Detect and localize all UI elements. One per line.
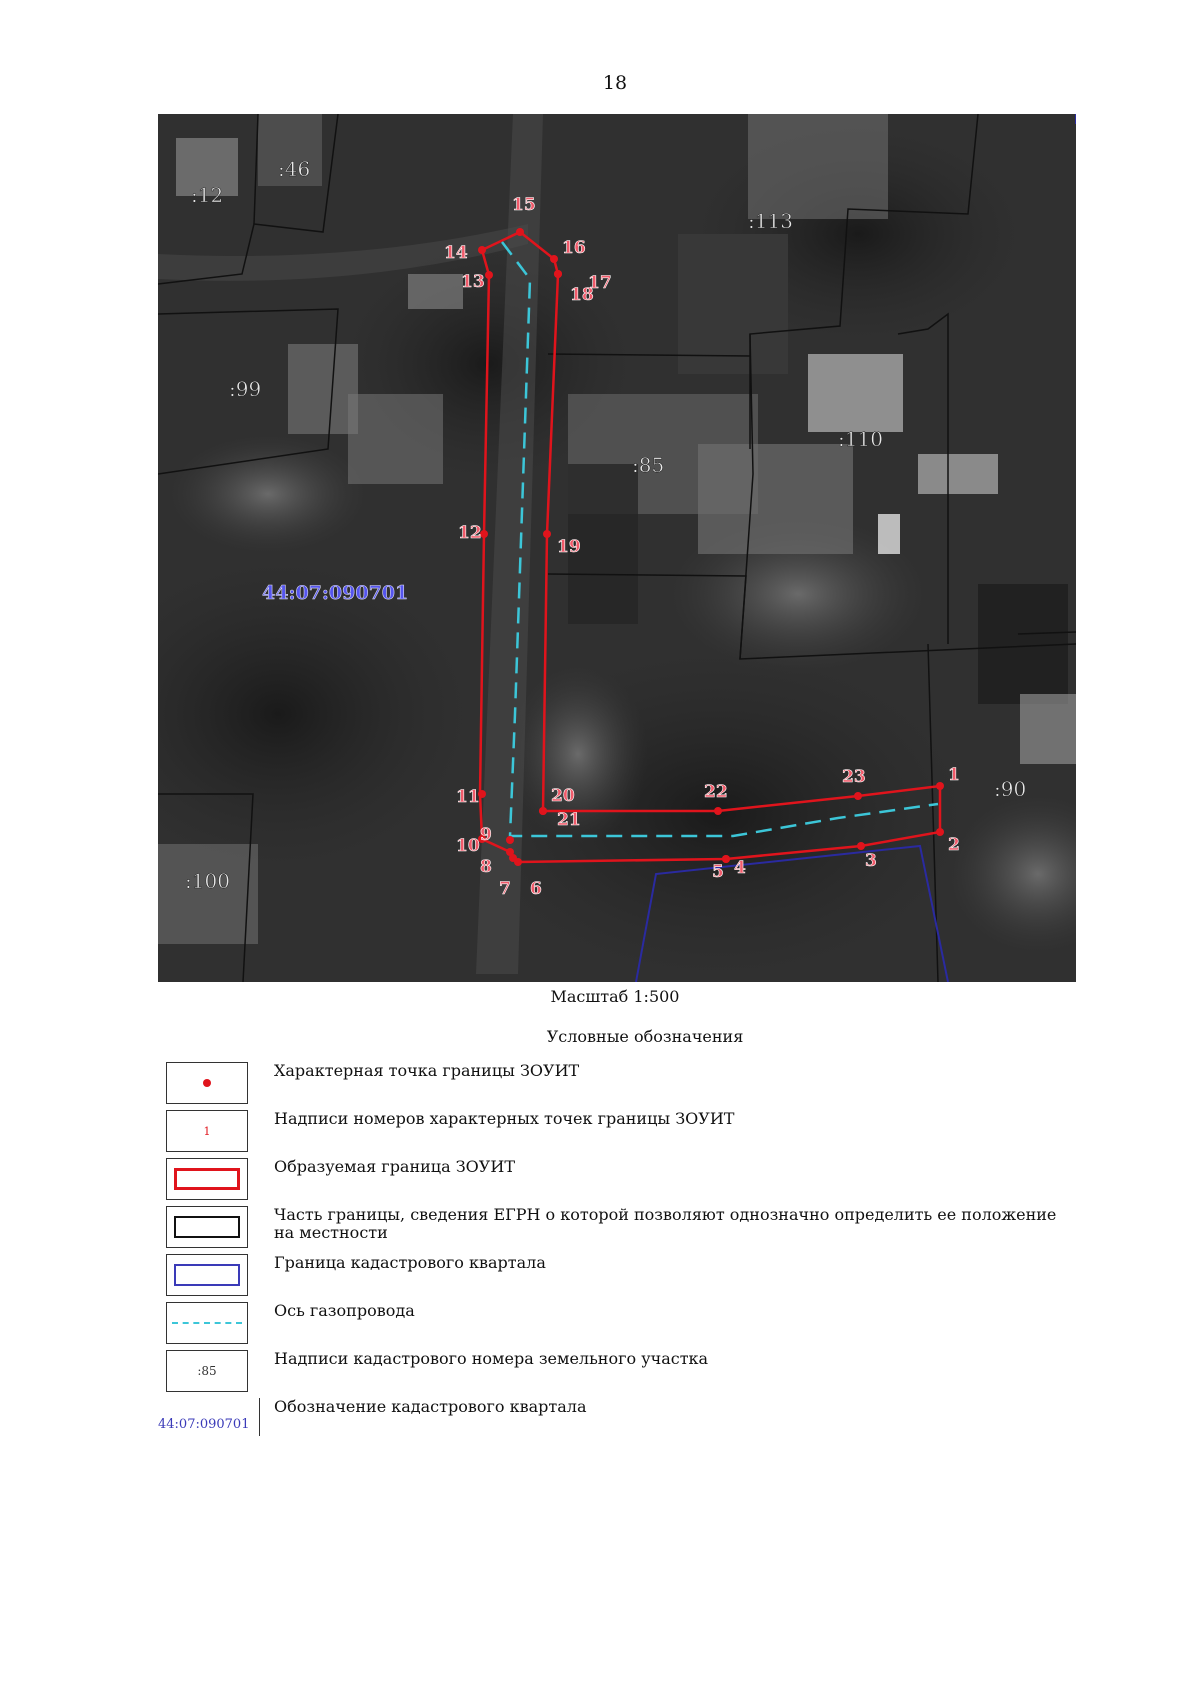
legend-text: Образуемая граница ЗОУИТ bbox=[274, 1157, 515, 1176]
vertex-dot bbox=[485, 271, 493, 279]
parcel-label: :113 bbox=[748, 209, 793, 233]
point-label: 11 bbox=[456, 787, 480, 807]
legend-symbol-black-rectangle bbox=[166, 1206, 248, 1248]
point-label: 23 bbox=[842, 767, 866, 787]
black-rectangle-icon bbox=[174, 1216, 240, 1238]
quarter-number-sample: 44:07:090701 bbox=[158, 1417, 250, 1432]
point-label: 13 bbox=[461, 272, 485, 292]
point-label: 19 bbox=[557, 537, 581, 557]
parcel-label: :100 bbox=[185, 869, 230, 893]
point-label: 15 bbox=[512, 195, 536, 215]
point-label: 5 bbox=[712, 862, 724, 882]
vertex-dot bbox=[714, 807, 722, 815]
legend-symbol-point-number bbox=[166, 1110, 248, 1152]
vertex-dot bbox=[506, 836, 514, 844]
vertex-dot bbox=[506, 848, 514, 856]
point-label: 18 bbox=[570, 285, 594, 305]
point-label: 12 bbox=[458, 523, 482, 543]
point-label: 7 bbox=[499, 879, 511, 899]
red-rectangle-icon bbox=[174, 1168, 240, 1190]
parcel-label: :90 bbox=[994, 777, 1027, 801]
point-label: 17 bbox=[588, 273, 612, 293]
point-label: 10 bbox=[456, 836, 480, 856]
point-label: 20 bbox=[551, 786, 575, 806]
parcel-number-sample: :85 bbox=[197, 1364, 217, 1378]
vertex-dot bbox=[550, 255, 558, 263]
dashed-line-icon bbox=[172, 1322, 242, 1324]
legend-title: Условные обозначения bbox=[546, 1027, 744, 1046]
map-frame bbox=[158, 114, 1076, 982]
legend-text: Ось газопровода bbox=[274, 1301, 415, 1320]
legend-text: Часть границы, сведения ЕГРН о которой позволяют однозначно определить ее положение на местности bbox=[274, 1205, 1057, 1242]
parcel-label: :46 bbox=[278, 157, 311, 181]
point-label: 21 bbox=[557, 810, 581, 830]
vertex-dot bbox=[936, 828, 944, 836]
point-label: 22 bbox=[704, 782, 728, 802]
parcel-label: :110 bbox=[838, 427, 883, 451]
point-label: 14 bbox=[444, 243, 468, 263]
parcel-label: :99 bbox=[229, 377, 262, 401]
vertex-dot bbox=[516, 228, 524, 236]
point-label: 9 bbox=[480, 825, 492, 845]
point-label: 4 bbox=[734, 858, 746, 878]
blue-rectangle-icon bbox=[174, 1264, 240, 1286]
vertex-dot bbox=[543, 530, 551, 538]
quarter-label: 44:07:090701 bbox=[262, 582, 409, 604]
point-label: 1 bbox=[948, 765, 960, 785]
point-label: 16 bbox=[562, 238, 586, 258]
legend-text: Характерная точка границы ЗОУИТ bbox=[274, 1061, 580, 1080]
vertex-dot bbox=[478, 246, 486, 254]
scale-caption: Масштаб 1:500 bbox=[550, 987, 680, 1006]
vertex-dot bbox=[936, 782, 944, 790]
legend-symbol-red-rectangle bbox=[166, 1158, 248, 1200]
legend-text: Обозначение кадастрового квартала bbox=[274, 1397, 587, 1416]
point-label: 2 bbox=[948, 835, 960, 855]
page-number: 18 bbox=[602, 72, 628, 94]
point-number-sample: 1 bbox=[203, 1124, 211, 1138]
vertex-dot bbox=[854, 792, 862, 800]
legend-symbol-quarter-number bbox=[158, 1398, 260, 1436]
aerial-background bbox=[158, 114, 1076, 982]
legend-symbol-dashed-line bbox=[166, 1302, 248, 1344]
vertex-dot bbox=[554, 270, 562, 278]
point-label: 3 bbox=[865, 851, 877, 871]
red-dot-icon bbox=[203, 1079, 211, 1087]
legend-text: Надписи кадастрового номера земельного участка bbox=[274, 1349, 709, 1368]
parcel-label: :85 bbox=[632, 453, 665, 477]
legend-symbol-red-dot bbox=[166, 1062, 248, 1104]
vertex-dot bbox=[539, 807, 547, 815]
legend-text: Надписи номеров характерных точек границы ЗОУИТ bbox=[274, 1109, 735, 1128]
point-label: 6 bbox=[530, 879, 542, 899]
cadastral-map bbox=[158, 114, 1076, 982]
point-label: 8 bbox=[480, 857, 492, 877]
parcel-label: :12 bbox=[191, 183, 224, 207]
legend-symbol-blue-rectangle bbox=[166, 1254, 248, 1296]
legend-symbol-parcel-number bbox=[166, 1350, 248, 1392]
legend-text: Граница кадастрового квартала bbox=[274, 1253, 546, 1272]
vertex-dot bbox=[857, 842, 865, 850]
